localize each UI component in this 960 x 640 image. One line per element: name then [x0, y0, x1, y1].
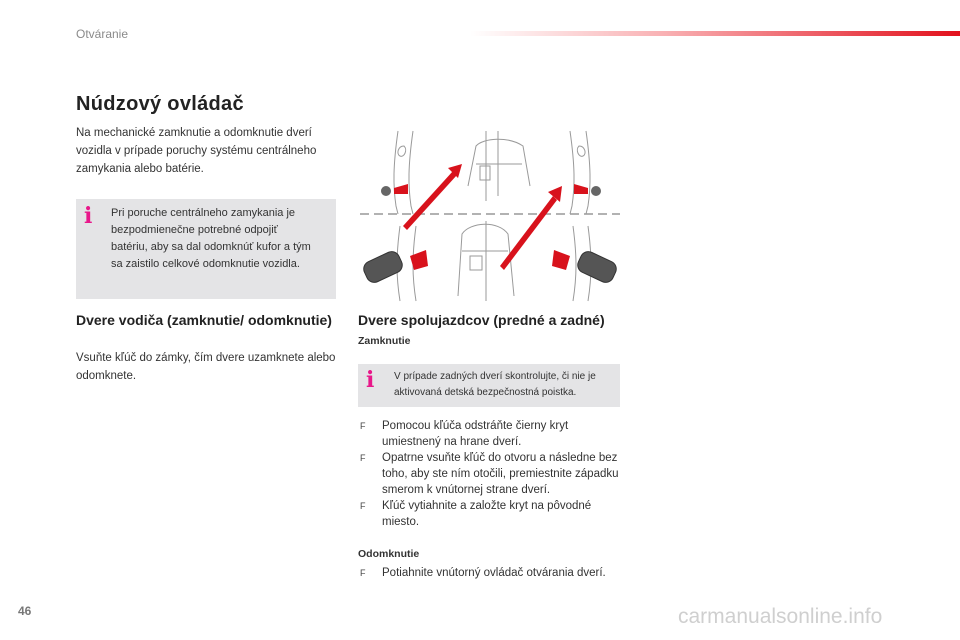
page-number: 46	[18, 604, 32, 618]
list-item	[358, 498, 628, 530]
info-box-child-lock-text: V prípade zadných dverí skontrolujte, či nie je aktivovaná detská bezpečnostná poistka.	[394, 371, 596, 398]
driver-door-text: Vsuňte kľúč do zámky, čím dvere uzamknete alebo odomknete.	[76, 352, 336, 382]
step-text: Kľúč vytiahnite a založte kryt na pôvodné miesto.	[382, 500, 592, 528]
info-box-child-lock	[358, 364, 620, 407]
intro-text: Na mechanické zamknutie a odomknutie dverí vozidla v prípade poruchy systému centrálneho zamykania alebo batérie.	[76, 127, 317, 175]
passenger-doors-heading: Dvere spolujazdcov (predné a zadné)	[358, 312, 605, 328]
section-label: Otváranie	[76, 27, 129, 41]
info-icon: i	[366, 367, 375, 393]
bullet-icon: F	[360, 501, 366, 511]
list-item	[358, 565, 628, 581]
step-text: Pomocou kľúča odstráňte čierny kryt umiestnený na hrane dverí.	[382, 420, 569, 448]
step-text: Opatrne vsuňte kľúč do otvoru a následne bez toho, aby ste ním otočili, premiestnite západku smerom k vnútornej strane dverí.	[382, 452, 619, 496]
bullet-icon: F	[360, 453, 366, 463]
unlock-subheading: Odomknutie	[358, 548, 420, 560]
list-item	[358, 450, 628, 498]
driver-door-heading: Dvere vodiča (zamknutie/ odomknutie)	[76, 312, 332, 328]
info-icon: i	[84, 203, 93, 229]
bullet-icon: F	[360, 568, 366, 578]
lock-steps-list	[358, 418, 628, 530]
header-accent-bar	[470, 31, 960, 36]
info-box-battery	[76, 199, 336, 299]
unlock-steps-list	[358, 565, 628, 581]
watermark: carmanualsonline.info	[678, 605, 883, 628]
lock-subheading: Zamknutie	[358, 335, 411, 347]
info-box-battery-text: Pri poruche centrálneho zamykania je bezpodmienečne potrebné odpojiť batériu, aby sa dal odomknúť kufor a tým sa zaistilo celkové odomknutie vozidla.	[111, 207, 311, 270]
page-title: Núdzový ovládač	[76, 93, 244, 115]
list-item	[358, 418, 628, 450]
emergency-lock-illustration	[358, 126, 623, 306]
step-text: Potiahnite vnútorný ovládač otvárania dverí.	[382, 567, 606, 579]
bullet-icon: F	[360, 421, 366, 431]
